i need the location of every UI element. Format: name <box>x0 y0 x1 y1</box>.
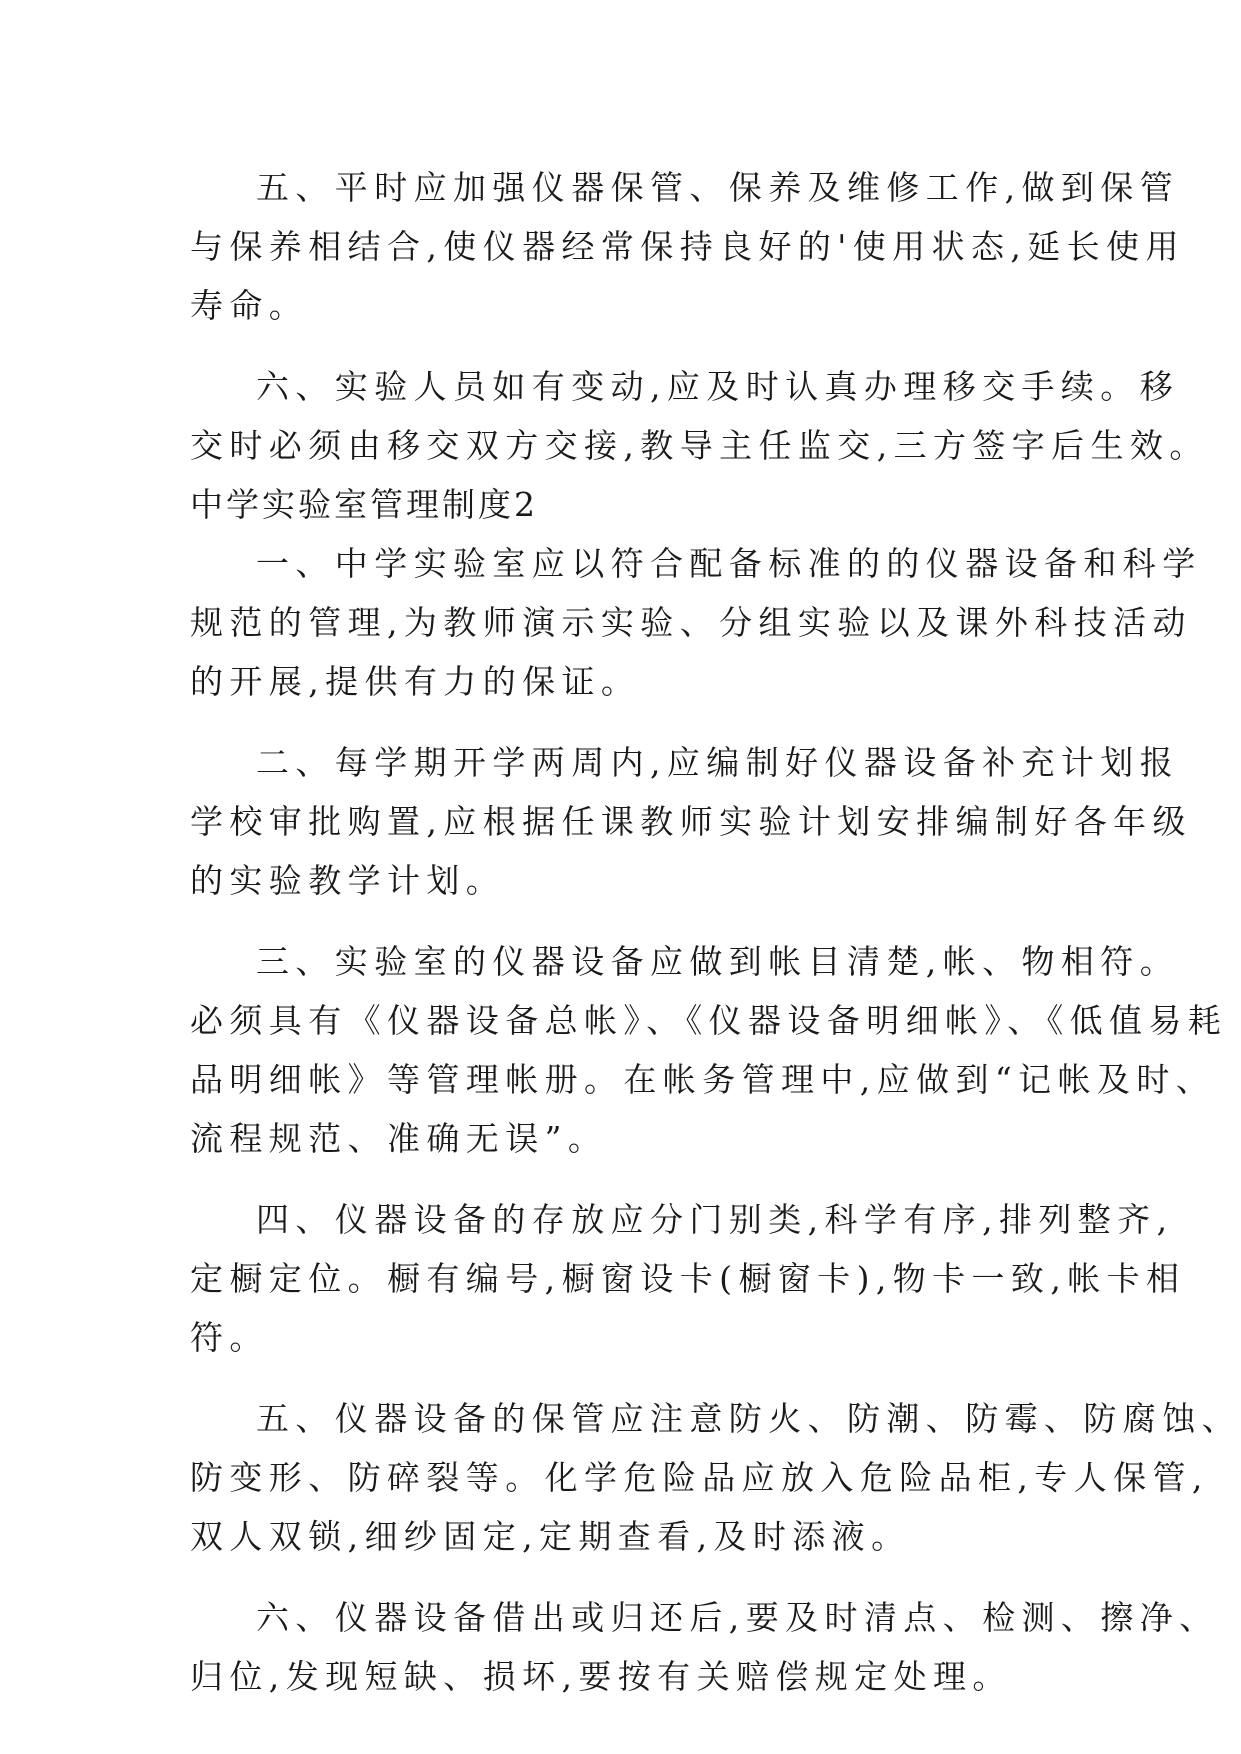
paragraph-line: 五、平时应加强仪器保管、保养及维修工作,做到保管 <box>256 168 1180 207</box>
paragraph-line: 三、实验室的仪器设备应做到帐目清楚,帐、物相符。 <box>256 942 1180 981</box>
paragraph-line: 的实验教学计划。 <box>190 861 506 900</box>
paragraph-line: 防变形、防碎裂等。化学危险品应放入危险品柜,专人保管, <box>190 1458 1209 1497</box>
paragraph-line: 双人双锁,细纱固定,定期查看,及时添液。 <box>190 1517 911 1556</box>
paragraph-line: 与保养相结合,使仪器经常保持良好的'使用状态,延长使用 <box>190 227 1185 266</box>
paragraph-line: 五、仪器设备的保管应注意防火、防潮、防霉、防腐蚀、 <box>256 1399 1241 1438</box>
paragraph-line: 六、仪器设备借出或归还后,要及时清点、检测、擦净、 <box>256 1598 1219 1637</box>
paragraph-line: 符。 <box>190 1318 269 1357</box>
paragraph-line: 寿命。 <box>190 286 309 325</box>
paragraph-line: 品明细帐》等管理帐册。在帐务管理中,应做到“记帐及时、 <box>190 1060 1216 1099</box>
paragraph-line: 学校审批购置,应根据任课教师实验计划安排编制好各年级 <box>190 802 1192 841</box>
section-heading: 中学实验室管理制度2 <box>190 485 538 524</box>
paragraph-line: 交时必须由移交双方交接,教导主任监交,三方签字后生效。 <box>190 426 1209 465</box>
paragraph-line: 六、实验人员如有变动,应及时认真办理移交手续。移 <box>256 367 1180 406</box>
paragraph-line: 流程规范、准确无误”。 <box>190 1119 608 1158</box>
paragraph-line: 归位,发现短缺、损坏,要按有关赔偿规定处理。 <box>190 1657 1012 1696</box>
paragraph-line: 二、每学期开学两周内,应编制好仪器设备补充计划报 <box>256 743 1180 782</box>
document-body <box>190 158 1241 1706</box>
paragraph-line: 四、仪器设备的存放应分门别类,科学有序,排列整齐, <box>256 1200 1174 1239</box>
paragraph-line: 必须具有《仪器设备总帐》、《仪器设备明细帐》、《低值易耗 <box>190 1001 1228 1040</box>
paragraph-line: 规范的管理,为教师演示实验、分组实验以及课外科技活动 <box>190 603 1192 642</box>
paragraph-line: 的开展,提供有力的保证。 <box>190 662 641 701</box>
paragraph-line: 一、中学实验室应以符合配备标准的的仪器设备和科学 <box>256 544 1202 583</box>
paragraph-line: 定橱定位。橱有编号,橱窗设卡(橱窗卡),物卡一致,帐卡相 <box>190 1259 1186 1298</box>
